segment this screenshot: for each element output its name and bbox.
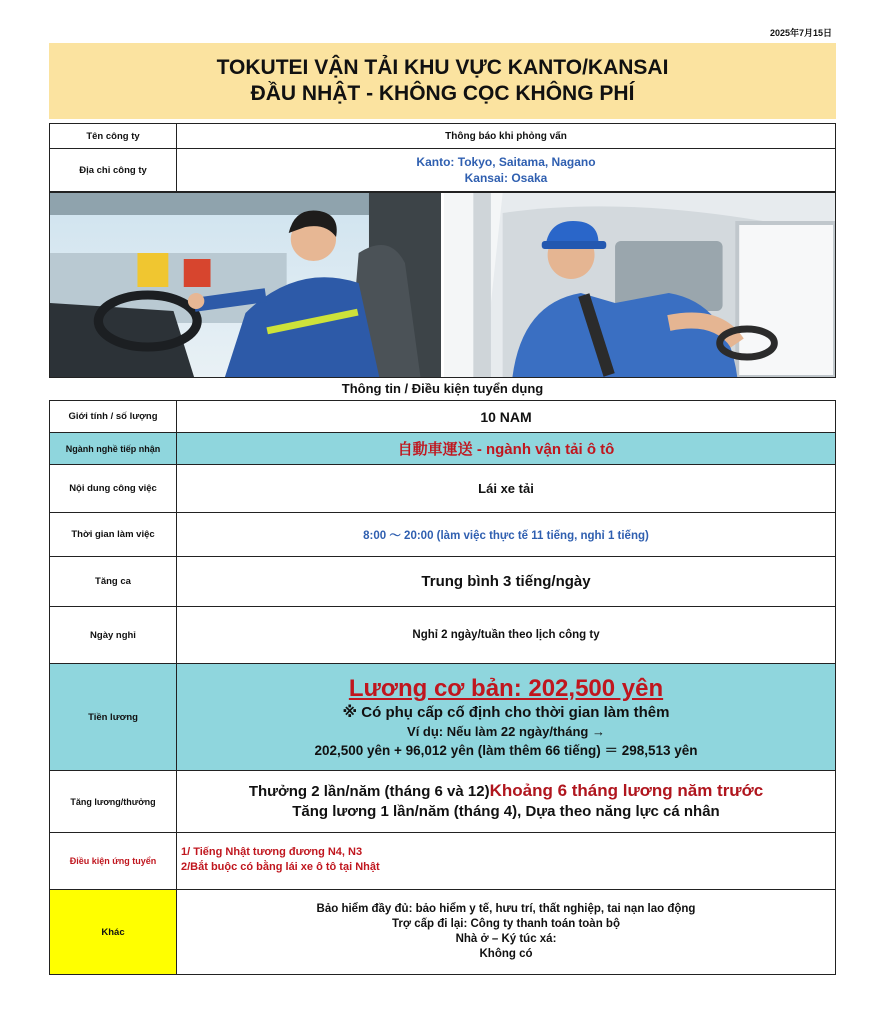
- salary-label: Tiền lương: [50, 664, 177, 771]
- salary-line-3: Ví dụ: Nếu làm 22 ngày/tháng →: [407, 723, 605, 739]
- section-title: Thông tin / Điều kiện tuyển dụng: [341, 381, 544, 396]
- overtime-value: Trung bình 3 tiếng/ngày: [177, 557, 836, 607]
- company-table: [49, 123, 836, 192]
- gender-label: Giới tính / số lượng: [50, 401, 177, 433]
- condition-1: 1/ Tiếng Nhật tương đương N4, N3: [181, 846, 363, 858]
- photo-strip: [49, 192, 836, 378]
- company-name-value: Thông báo khi phỏng vấn: [177, 124, 836, 149]
- title-line-1: TOKUTEI VẬN TẢI KHU VỰC KANTO/KANSAI: [216, 56, 669, 79]
- gender-value: 10 NAM: [177, 401, 836, 433]
- hours-label: Thời gian làm việc: [50, 513, 177, 557]
- conditions-value: [177, 833, 836, 890]
- bonus-line-2: Tăng lương 1 lần/năm (tháng 4), Dựa theo năng lực cá nhân: [292, 803, 720, 820]
- job-value: Lái xe tải: [177, 465, 836, 513]
- industry-value: 自動車運送 - ngành vận tải ô tô: [177, 433, 836, 465]
- dayoff-value: Nghỉ 2 ngày/tuần theo lịch công ty: [177, 607, 836, 664]
- bonus-label: Tăng lương/thưởng: [50, 771, 177, 833]
- title-line-2: ĐẦU NHẬT - KHÔNG CỌC KHÔNG PHÍ: [250, 82, 635, 105]
- recruitment-table: [49, 400, 836, 975]
- other-value: [177, 890, 836, 975]
- company-name-label: Tên công ty: [50, 124, 177, 149]
- dayoff-label: Ngày nghỉ: [50, 607, 177, 664]
- truck-driver-photo-right: [441, 193, 835, 377]
- condition-2: 2/Bắt buộc có bằng lái xe ô tô tại Nhật: [181, 861, 380, 873]
- company-address-label: Địa chỉ công ty: [50, 149, 177, 192]
- other-line-1: Bảo hiểm đầy đủ: bảo hiểm y tế, hưu trí, thất nghiệp, tai nạn lao động: [316, 903, 696, 915]
- job-label: Nội dung công việc: [50, 465, 177, 513]
- other-line-2: Trợ cấp đi lại: Công ty thanh toán toàn bộ: [392, 918, 620, 930]
- document-date: 2025年7月15日: [769, 28, 832, 38]
- bonus-line-1: [181, 781, 831, 802]
- bonus-value: [177, 771, 836, 833]
- hours-value: 8:00 ～ 20:00 (làm việc thực tế 11 tiếng, nghỉ 1 tiếng): [177, 513, 836, 557]
- salary-value: [177, 664, 836, 771]
- salary-line-2: ※ Có phụ cấp cố định cho thời gian làm thêm: [342, 703, 670, 721]
- truck-driver-photo-left: [50, 193, 441, 377]
- bonus-line-1b: Khoảng 6 tháng lương năm trước: [489, 781, 764, 800]
- industry-label: Ngành nghề tiếp nhận: [50, 433, 177, 465]
- overtime-label: Tăng ca: [50, 557, 177, 607]
- other-label: Khác: [50, 890, 177, 975]
- address-kansai: Kansai: Osaka: [464, 171, 548, 185]
- salary-line-4: 202,500 yên + 96,012 yên (làm thêm 66 tiếng) ＝ 298,513 yên: [314, 742, 698, 758]
- other-line-4: Không có: [479, 948, 533, 960]
- bonus-line-1a: Thưởng 2 lần/năm (tháng 6 và 12): [248, 783, 490, 800]
- title-banner: [49, 43, 836, 119]
- company-address-value: [177, 149, 836, 192]
- salary-main: Lương cơ bản: 202,500 yên: [348, 674, 664, 702]
- address-kanto: Kanto: Tokyo, Saitama, Nagano: [416, 155, 596, 169]
- other-line-3: Nhà ở – Ký túc xá:: [455, 933, 557, 945]
- conditions-label: Điều kiện ứng tuyển: [50, 833, 177, 890]
